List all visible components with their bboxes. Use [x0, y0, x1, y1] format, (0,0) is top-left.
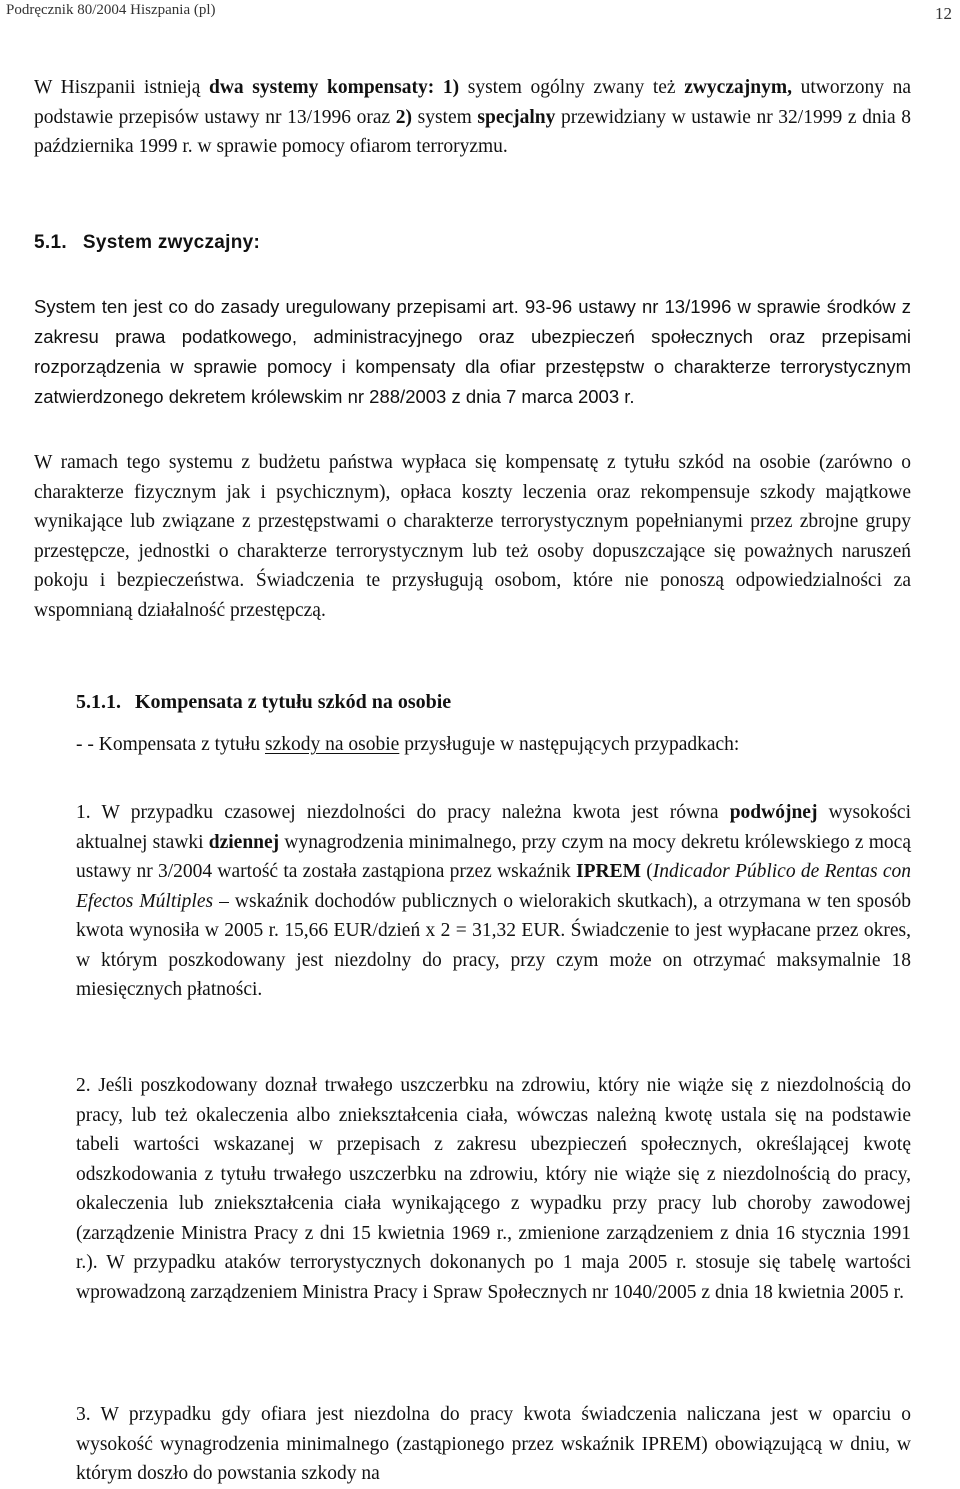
running-header: Podręcznik 80/2004 Hiszpania (pl)	[6, 2, 216, 18]
system-paragraph: System ten jest co do zasady uregulowany przepisami art. 93-96 ustawy nr 13/1996 w sprawie środków z zakresu prawa podatkowego, administracyjnego oraz ubezpieczeń społecznych oraz przepisami rozporządzenia w sprawie pomocy i kompensaty dla ofiar przestępstw o charakterze terrorystycznym zatwierdzonego dekretem królewskim nr 288/2003 z dnia 7 marca 2003 r.	[34, 296, 911, 407]
list-item-3: 3. W przypadku gdy ofiara jest niezdolna do pracy kwota świadczenia naliczana jest w oparciu o wysokość wynagrodzenia minimalnego (zastąpionego przez wskaźnik IPREM) obowiązującą w dniu, w którym doszło do powstania szkody na	[76, 1404, 911, 1484]
subsection-title: Kompensata z tytułu szkód na osobie	[135, 691, 452, 713]
section-title: System zwyczajny:	[82, 232, 261, 253]
subsection-number: 5.1.1.	[76, 691, 121, 713]
list-item-2: 2. Jeśli poszkodowany doznał trwałego uszczerbku na zdrowiu, który nie wiąże się z niezdolnością do pracy, lub też okaleczenia albo zniekształcenia ciała, wówczas należną kwotę ustala się na podstawie tabeli wartości wskazanej w przepisach z zakresu ubezpieczeń społecznych, określającej kwotę odszkodowania z tytułu trwałego uszczerbku na zdrowiu, który nie wiąże się z niezdolnością do pracy, okaleczenia lub zniekształcenia ciała wynikającego z wypadku przy pracy lub choroby zawodowej (zarządzenie Ministra Pracy z dni 15 kwietnia 1969 r., zmienione zarządzeniem z dnia 16 stycznia 1991 r.). W przypadku ataków terrorystycznych dokonanych po 1 maja 2005 r. stosuje się tabelę wartości wprowadzoną zarządzeniem Ministra Pracy i Spraw Społecznych nr 1040/2005 z dnia 18 kwietnia 2005 r.	[76, 1075, 911, 1303]
section-number: 5.1.	[34, 232, 67, 253]
section-heading-5-1	[34, 228, 911, 258]
section-heading-5-1-1	[76, 688, 911, 718]
ramach-paragraph: W ramach tego systemu z budżetu państwa wypłaca się kompensatę z tytułu szkód na osobie (zarówno o charakterze fizycznym jak i psychicznym), opłaca koszty leczenia oraz rekompensuje szkody majątkowe wynikające lub związane z przestępstwami o charakterze terrorystycznym popełnianymi przez zbrojne grupy przestępcze, jednostki o charakterze terrorystycznym lub też osoby dopuszczające się poważnych naruszeń pokoju i bezpieczeństwa. Świadczenia te przysługują osobom, które nie ponoszą odpowiedzialności za wspomnianą działalność przestępczą.	[34, 452, 911, 621]
kompensata-intro: - - Kompensata z tytułu szkody na osobie przysługuje w następujących przypadkach:	[76, 734, 740, 755]
list-item-1: 1. W przypadku czasowej niezdolności do pracy należna kwota jest równa podwójnej wysokości aktualnej stawki dziennej wynagrodzenia minimalnego, przy czym na mocy dekretu królewskiego z mocą ustawy nr 3/2004 wartość ta została zastąpiona przez wskaźnik IPREM (Indicador Público de Rentas con Efectos Múltiples – wskaźnik dochodów publicznych o wielorakich skutkach), a otrzymana w ten sposób kwota wynosiła w 2005 r. 15,66 EUR/dzień x 2 = 31,32 EUR. Świadczenie to jest wypłacane przez okres, w którym poszkodowany jest niezdolny do pracy, przy czym może on otrzymać maksymalnie 18 miesięcznych płatności.	[76, 802, 911, 1000]
page-number: 12	[935, 4, 952, 23]
intro-paragraph: W Hiszpanii istnieją dwa systemy kompensaty: 1) system ogólny zwany też zwyczajnym, utworzony na podstawie przepisów ustawy nr 13/1996 oraz 2) system specjalny przewidziany w ustawie nr 32/1999 z dnia 8 października 1999 r. w sprawie pomocy ofiarom terroryzmu.	[34, 77, 912, 157]
underlined-term: szkody na osobie	[265, 734, 400, 755]
